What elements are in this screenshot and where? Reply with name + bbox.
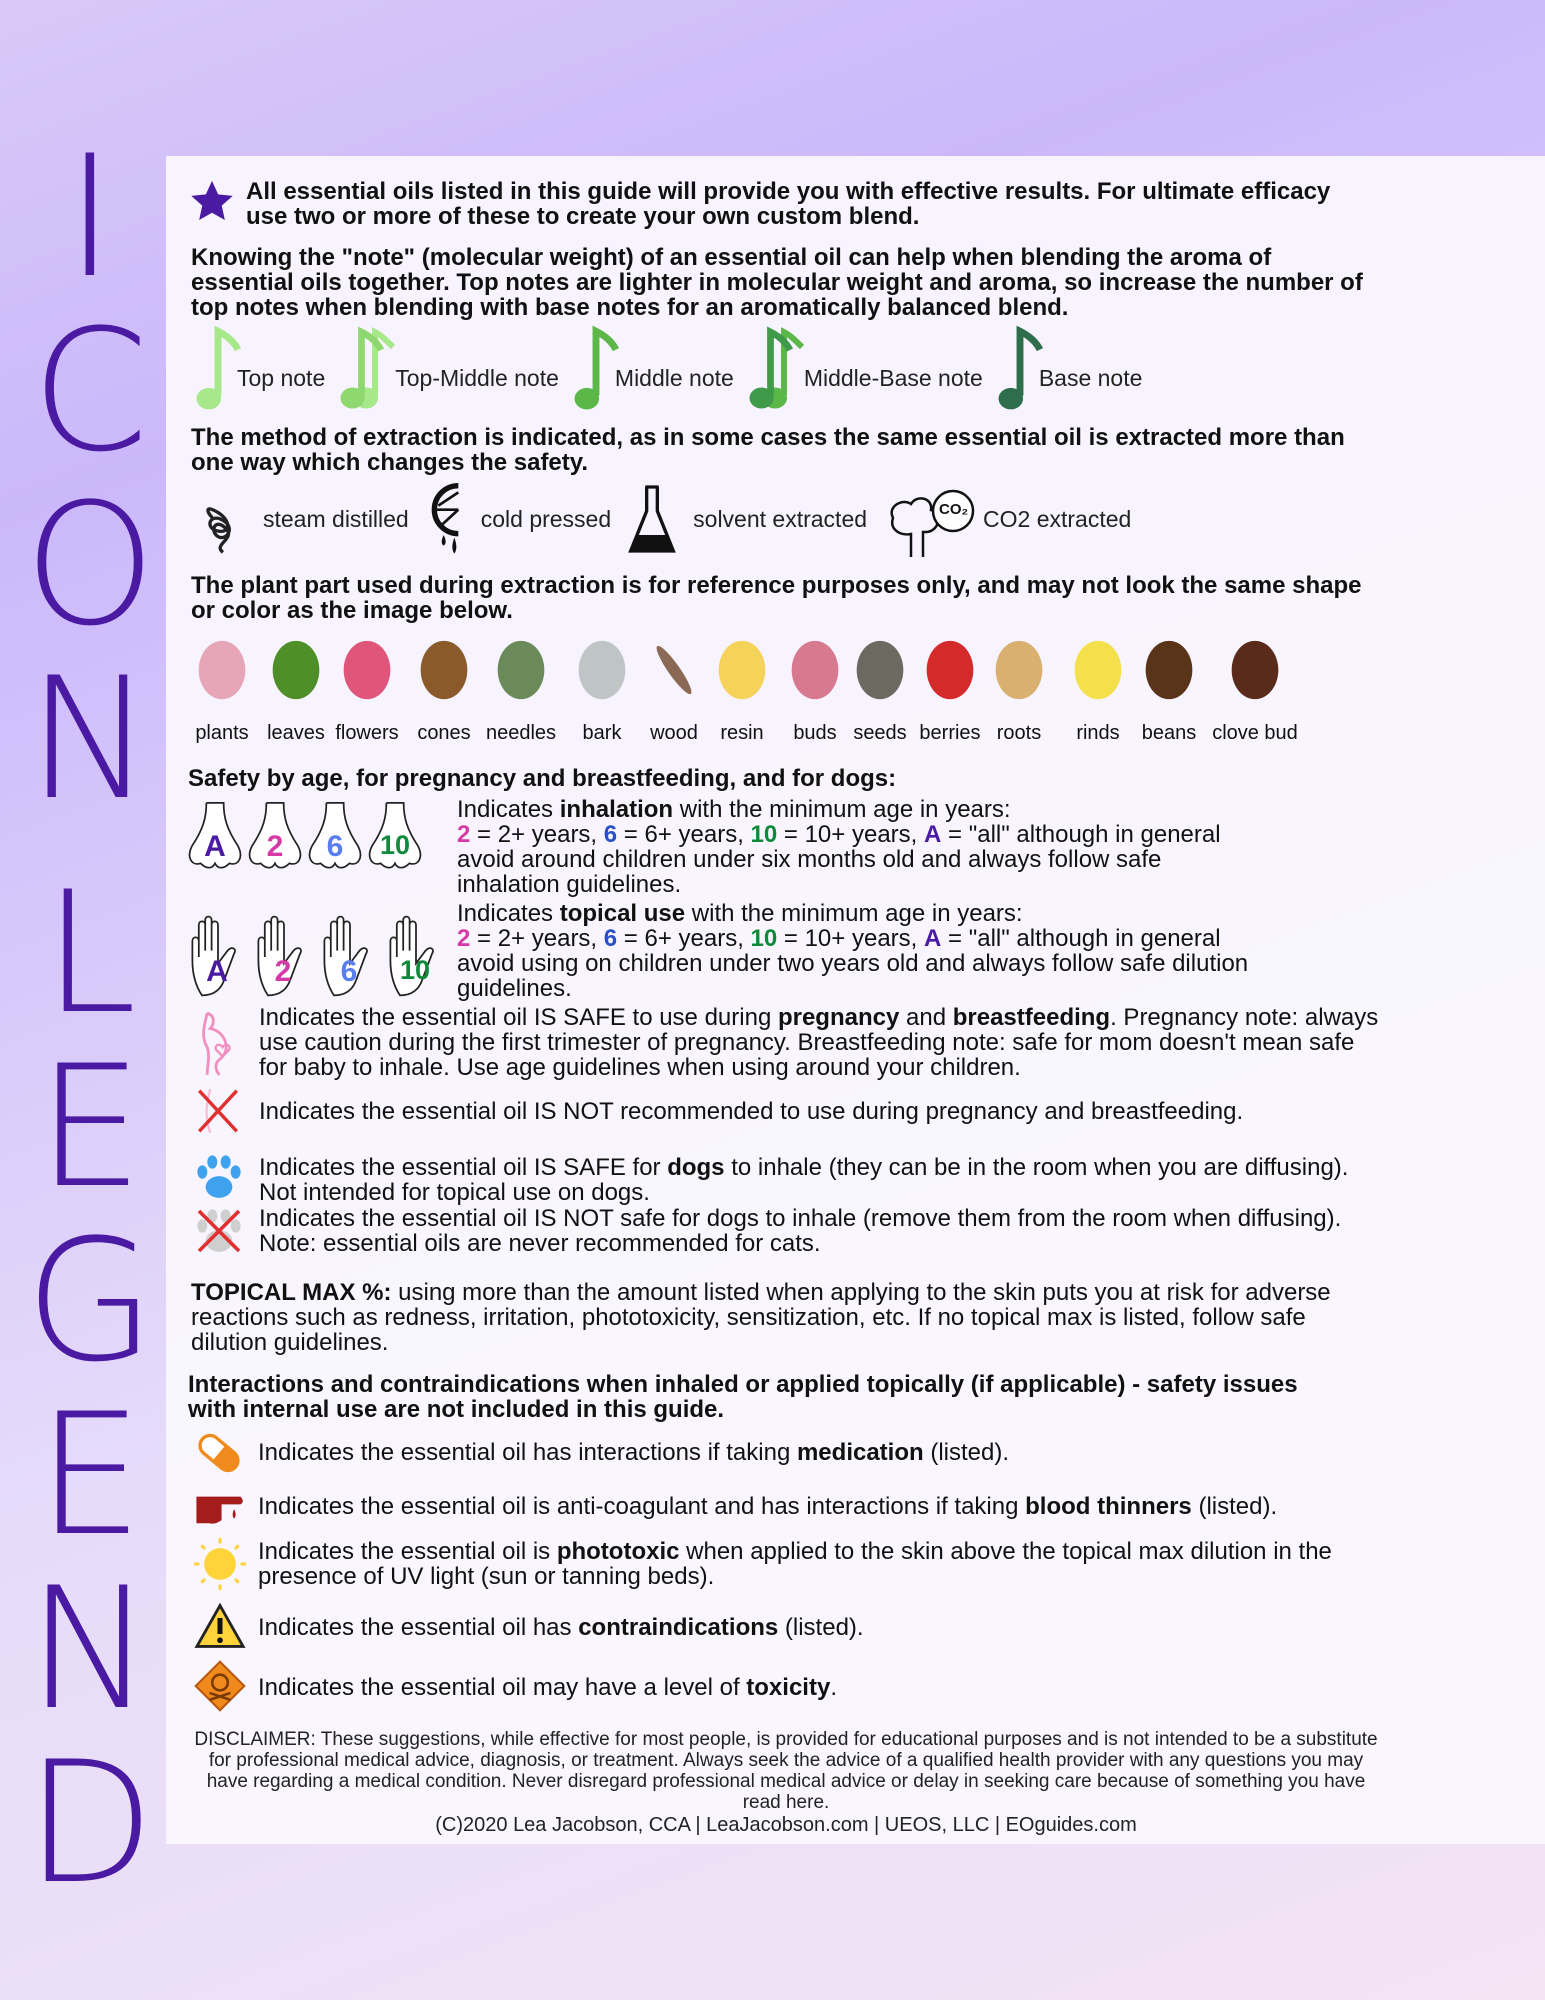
- pregnancy-safe-text: [259, 1005, 1379, 1080]
- t: = 6+ years,: [617, 925, 751, 952]
- plant-part-label: seeds: [853, 722, 907, 744]
- phototoxic-text: [258, 1539, 1368, 1589]
- t: using more than the amount listed when applying to the skin puts you at risk for adverse reactions such as redness, irritation, phototoxicity, sensitization, etc. If no topical max is listed, follow safe dilution guidelines.: [191, 1279, 1331, 1356]
- sun-phototoxic-icon: [192, 1536, 248, 1592]
- pregnancy-not-safe-icon: [194, 1086, 242, 1136]
- cold-pressed-icon: [423, 479, 467, 559]
- t: A: [924, 925, 942, 952]
- t: avoid using on children under two years old and always follow safe dilution guidelines.: [457, 950, 1249, 1002]
- title-letter: N: [27, 1551, 153, 1747]
- title-letter: L: [43, 855, 137, 1051]
- t: contraindications: [578, 1614, 779, 1641]
- note-item: [339, 325, 559, 411]
- disclaimer: [186, 1729, 1386, 1836]
- plant-part-icon: [1066, 635, 1130, 705]
- plant-part-label: flowers: [335, 722, 399, 744]
- t: blood thinners: [1025, 1493, 1192, 1520]
- t: Indicates the essential oil has interactions if taking: [258, 1439, 797, 1466]
- extraction-row: [195, 478, 1131, 560]
- note-label: Base note: [1038, 364, 1143, 391]
- t: pregnancy: [777, 1004, 900, 1031]
- note-label: Middle-Base note: [803, 364, 983, 391]
- plant-part-label: plants: [195, 722, 249, 744]
- hand-age-icon: [318, 915, 382, 999]
- solvent-extracted-icon: [625, 479, 679, 559]
- plant-part-icon: [190, 635, 254, 705]
- medication-text: [258, 1440, 1009, 1465]
- plant-part-label: needles: [485, 722, 557, 744]
- plant-part-clove-bud: [1205, 632, 1305, 745]
- t: toxicity: [746, 1674, 831, 1701]
- title-letter: D: [25, 1725, 155, 1921]
- plant-part-plants: [180, 632, 264, 745]
- t: (listed).: [923, 1439, 1010, 1466]
- music-note-icon: [997, 325, 1043, 411]
- age-badge-label: 10: [399, 955, 431, 985]
- note-label: Top note: [237, 364, 326, 391]
- plant-part-label: leaves: [267, 722, 325, 744]
- plant-part-icon: [987, 635, 1051, 705]
- solvent-extracted-label: solvent extracted: [693, 505, 868, 532]
- plant-part-label: buds: [793, 722, 837, 744]
- t: 6: [603, 925, 618, 952]
- toxicity-skull-icon: [194, 1660, 246, 1712]
- t: phototoxic: [556, 1538, 680, 1565]
- note-item: [997, 325, 1143, 411]
- title-letter: O: [23, 467, 157, 663]
- hand-age-icon: [186, 915, 250, 999]
- title-letter: G: [24, 1203, 156, 1399]
- t: = 6+ years,: [617, 821, 751, 848]
- dogs-not-safe-text: Indicates the essential oil IS NOT safe for dogs to inhale (remove them from the room when diffusing). Note: essential oils are never recommended for cats.: [259, 1205, 1342, 1257]
- t: . Pregnancy note: always use caution during the first trimester of pregnancy. Breastfeeding note: safe for mom doesn't mean safe for baby to inhale. Use age guidelines when using around your children.: [259, 1004, 1379, 1081]
- note-label: Top-Middle note: [395, 364, 559, 391]
- t: avoid around children under six months old and always follow safe inhalation guidelines.: [457, 846, 1162, 898]
- title-letter: N: [27, 641, 153, 837]
- steam-distilled-label: steam distilled: [263, 505, 409, 532]
- age-badge-label: 6: [340, 955, 358, 988]
- co2-extracted-label: CO2 extracted: [983, 505, 1132, 532]
- t: Indicates: [457, 796, 560, 823]
- contraindications-text: [258, 1615, 864, 1640]
- t: when applied to the skin above the topical max dilution in the presence of UV light (sun or tanning beds).: [258, 1538, 1332, 1590]
- intro-text: All essential oils listed in this guide will provide you with effective results. For ultimate efficacy use two or more of these to create your own custom blend.: [246, 178, 1331, 230]
- plant-part-icon: [710, 635, 774, 705]
- t: .: [830, 1674, 837, 1701]
- t: 10: [750, 821, 778, 848]
- medication-pill-icon: [193, 1428, 245, 1478]
- t: to inhale (they can be in the room when you are diffusing). Not intended for topical use on dogs.: [259, 1154, 1349, 1206]
- title-letter: I: [65, 119, 115, 315]
- extraction-intro: The method of extraction is indicated, as in some cases the same essential oil is extracted more than one way which changes the safety.: [191, 424, 1345, 476]
- dogs-safe-text: [259, 1155, 1369, 1205]
- plant-part-label: roots: [996, 722, 1042, 744]
- t: TOPICAL MAX %:: [191, 1279, 392, 1306]
- age-badge-label: 2: [274, 955, 292, 988]
- page-title-icon-legend: [23, 119, 157, 1921]
- warning-contraindications-icon: [193, 1602, 247, 1650]
- nose-age-icon: [306, 800, 364, 872]
- cold-pressed-label: cold pressed: [480, 505, 612, 532]
- dog-paw-not-safe-icon: [194, 1206, 244, 1256]
- t: 2: [457, 925, 471, 952]
- t: = 2+ years,: [470, 925, 604, 952]
- t: = 2+ years,: [470, 821, 604, 848]
- copyright-text: (C)2020 Lea Jacobson, CCA | LeaJacobson.com | UEOS, LLC | EOguides.com: [435, 1814, 1137, 1836]
- co2-icon-text: CO₂: [939, 501, 969, 518]
- t: A: [924, 821, 942, 848]
- topical-text: [457, 901, 1317, 1001]
- disclaimer-text: DISCLAIMER: These suggestions, while effective for most people, is provided for educational purposes and is not intended to be a substitute for professional medical advice, diagnosis, or treatment. Always seek the advice of a qualified health provider with any questions you may have regarding a medical condition. Never disregard professional medical advice or delay in seeking care because of something you have read here.: [194, 1729, 1378, 1813]
- music-note-icon: [195, 325, 241, 411]
- plant-part-label: resin: [720, 722, 764, 744]
- toxicity-text: [258, 1675, 837, 1700]
- music-note-icon: [573, 325, 619, 411]
- plant-part-cones: [402, 632, 486, 745]
- safety-heading: Safety by age, for pregnancy and breastfeeding, and for dogs:: [188, 765, 897, 792]
- plant-part-label: cones: [417, 722, 471, 744]
- t: Indicates: [457, 900, 560, 927]
- t: Indicates the essential oil IS SAFE for: [259, 1154, 668, 1181]
- topical-icons: [186, 915, 448, 999]
- t: topical use: [559, 900, 686, 927]
- age-badge-label: 6: [326, 830, 344, 863]
- steam-distilled-icon: [195, 479, 251, 559]
- title-letter: C: [31, 293, 149, 489]
- note-item: [195, 325, 325, 411]
- plant-part-beans: [1127, 632, 1211, 745]
- inhalation-text: [457, 797, 1317, 897]
- plant-part-icon: [489, 635, 553, 705]
- note-item: [573, 325, 734, 411]
- hand-age-icon: [384, 915, 448, 999]
- plant-part-icon: [642, 635, 706, 705]
- plant-part-roots: [977, 632, 1061, 745]
- t: (listed).: [1191, 1493, 1278, 1520]
- t: medication: [796, 1439, 924, 1466]
- dog-paw-safe-icon: [194, 1152, 244, 1202]
- t: with the minimum age in years:: [685, 900, 1023, 927]
- t: 2: [457, 821, 471, 848]
- plant-part-label: clove bud: [1212, 722, 1298, 744]
- co2-extracted-icon: [881, 479, 977, 559]
- nose-age-icon: [186, 800, 244, 872]
- age-badge-label: A: [204, 830, 226, 863]
- age-badge-label: A: [206, 955, 228, 988]
- t: Indicates the essential oil has: [258, 1614, 579, 1641]
- t: 10: [750, 925, 778, 952]
- inhalation-icons: [186, 800, 424, 872]
- plant-part-resin: [700, 632, 784, 745]
- t: Indicates the essential oil is anti-coagulant and has interactions if taking: [258, 1493, 1026, 1520]
- plant-part-label: berries: [919, 722, 981, 744]
- plant-part-icon: [412, 635, 476, 705]
- music-note-icon: [748, 325, 808, 411]
- topical-max-text: [191, 1280, 1341, 1355]
- plant-part-icon: [918, 635, 982, 705]
- age-badge-label: 2: [266, 830, 284, 863]
- t: breastfeeding: [952, 1004, 1111, 1031]
- t: 6: [603, 821, 618, 848]
- plant-part-icon: [1137, 635, 1201, 705]
- plant-part-label: wood: [650, 722, 698, 744]
- plant-intro: The plant part used during extraction is for reference purposes only, and may not look the same shape or color as the image below.: [191, 572, 1362, 624]
- pregnancy-not-safe-text: Indicates the essential oil IS NOT recommended to use during pregnancy and breastfeeding.: [259, 1098, 1244, 1125]
- blood-thinners-text: [258, 1494, 1277, 1519]
- hand-age-icon: [252, 915, 316, 999]
- music-note-icon: [339, 325, 399, 411]
- t: (listed).: [778, 1614, 864, 1641]
- plant-part-icon: [848, 635, 912, 705]
- blood-thinner-hand-icon: [193, 1484, 247, 1528]
- plant-part-icon: [335, 635, 399, 705]
- age-badge-label: 10: [379, 830, 411, 860]
- nose-age-icon: [246, 800, 304, 872]
- t: dogs: [667, 1154, 725, 1181]
- pregnancy-safe-icon: [194, 1010, 242, 1078]
- plant-part-label: rinds: [1076, 722, 1120, 744]
- plant-part-label: beans: [1141, 722, 1197, 744]
- note-item: [748, 325, 983, 411]
- notes-row: [195, 325, 1156, 411]
- plant-part-label: bark: [582, 722, 622, 744]
- plant-part-icon: [1223, 635, 1287, 705]
- t: = "all" although in general: [941, 925, 1221, 952]
- notes-intro: Knowing the "note" (molecular weight) of an essential oil can help when blending the aroma of essential oils together. Top notes are lighter in molecular weight and aroma, so increase the number of top notes when blending with base notes for an aromatically balanced blend.: [191, 244, 1363, 321]
- t: Indicates the essential oil IS SAFE to use during: [259, 1004, 778, 1031]
- t: Indicates the essential oil is: [258, 1538, 557, 1565]
- note-label: Middle note: [614, 364, 734, 391]
- plant-part-flowers: [325, 632, 409, 745]
- t: Indicates the essential oil may have a level of: [258, 1674, 747, 1701]
- t: = "all" although in general: [941, 821, 1221, 848]
- star-icon: [189, 179, 235, 225]
- t: inhalation: [559, 796, 674, 823]
- t: = 10+ years,: [777, 925, 924, 952]
- plant-part-icon: [264, 635, 328, 705]
- t: and: [899, 1004, 953, 1031]
- plant-part-needles: [479, 632, 563, 745]
- plant-part-icon: [570, 635, 634, 705]
- t: with the minimum age in years:: [673, 796, 1011, 823]
- t: = 10+ years,: [777, 821, 924, 848]
- title-letter: E: [36, 1029, 144, 1225]
- nose-age-icon: [366, 800, 424, 872]
- interactions-heading: Interactions and contraindications when inhaled or applied topically (if applicable) - safety issues with internal use are not included in this guide.: [188, 1371, 1298, 1423]
- title-letter: E: [36, 1377, 144, 1573]
